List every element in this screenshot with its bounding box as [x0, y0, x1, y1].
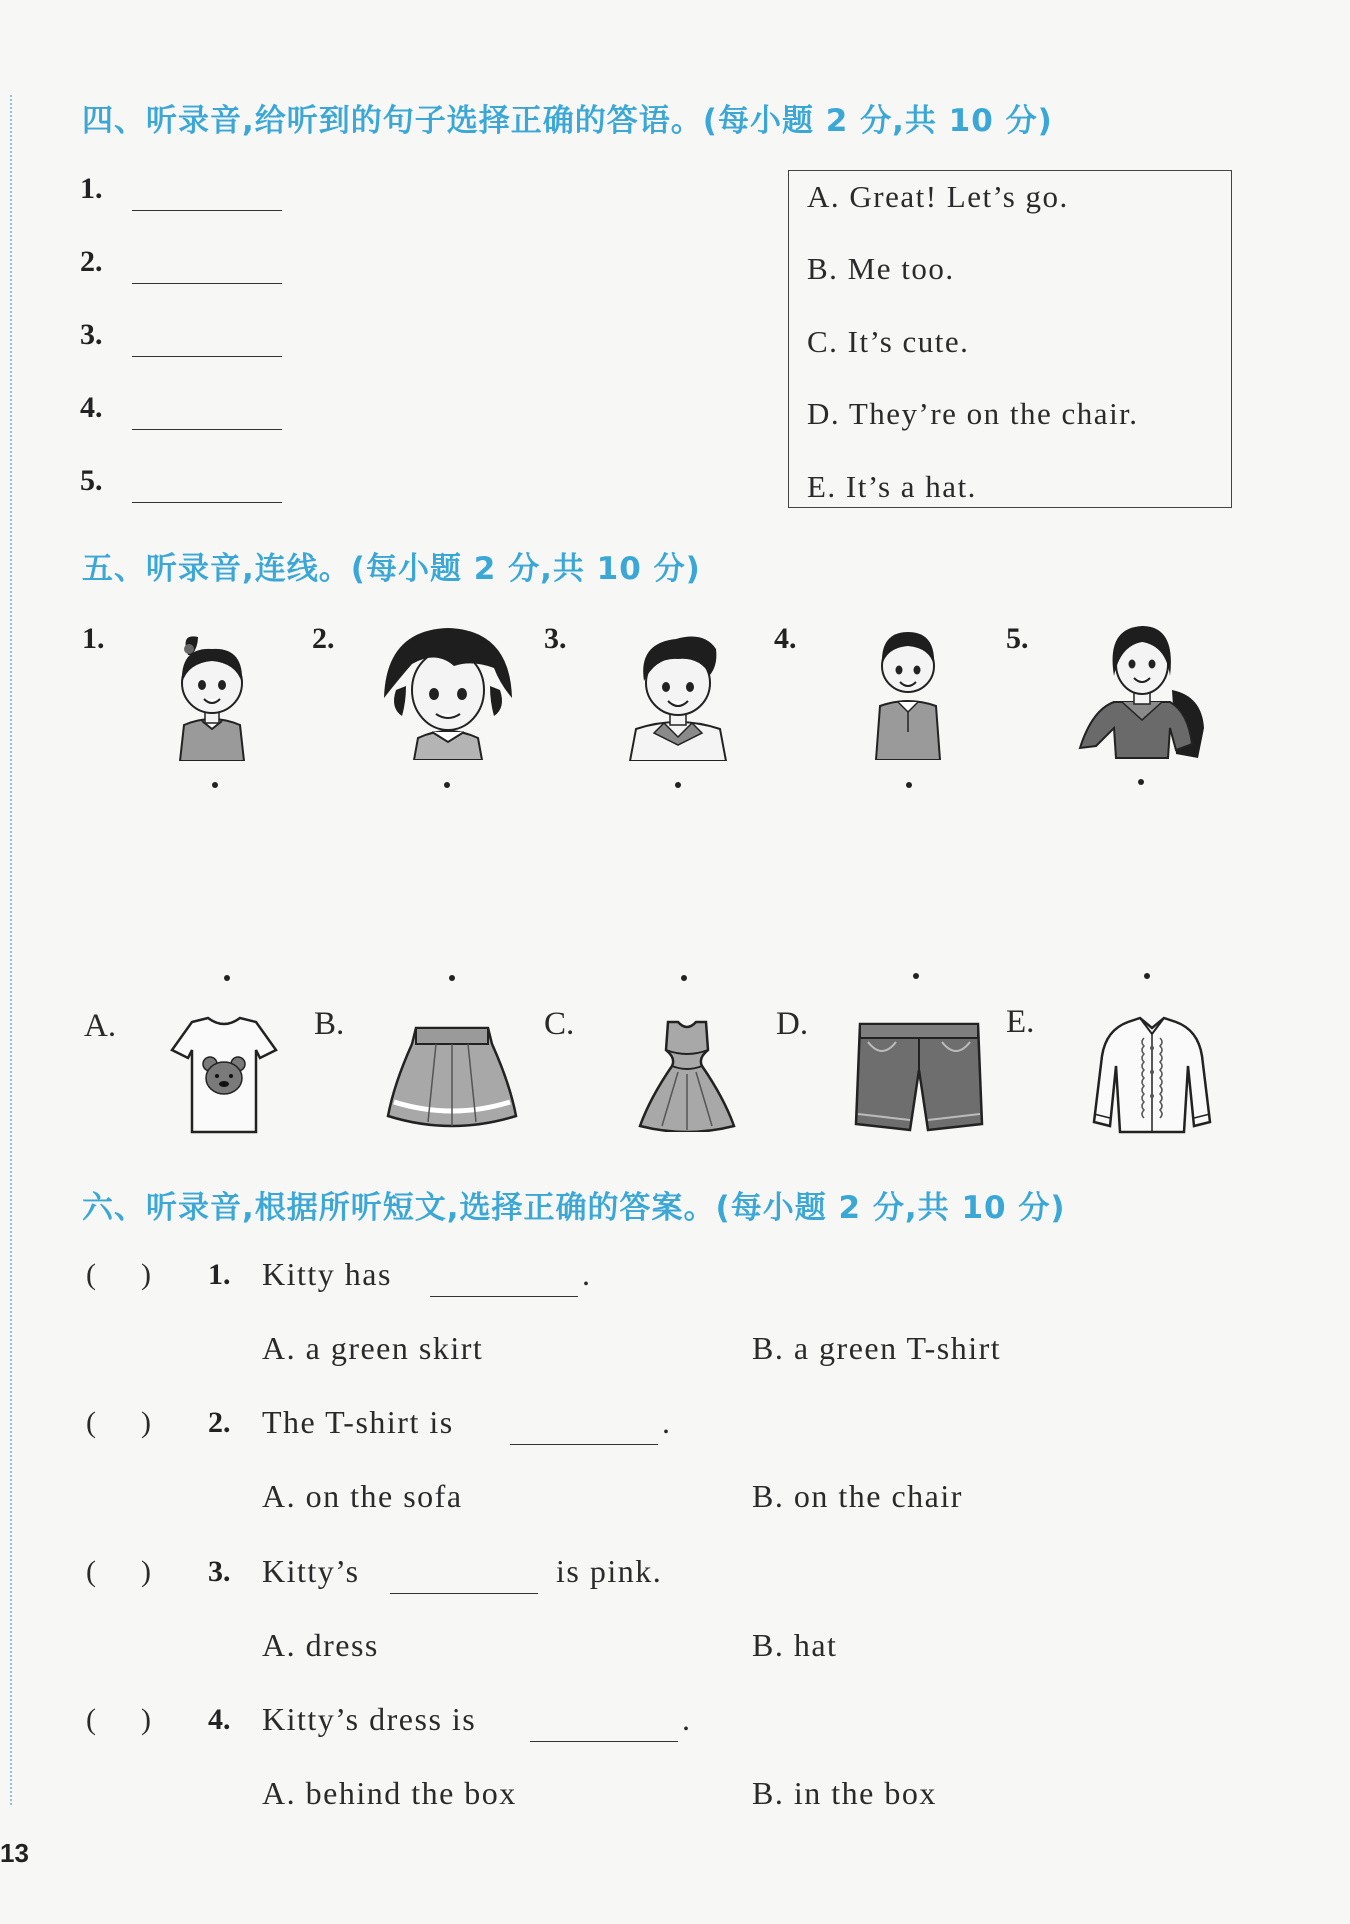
girl-backpack-icon — [1072, 620, 1214, 760]
section4-heading: 四、听录音,给听到的句子选择正确的答语。(每小题 2 分,共 10 分) — [82, 103, 1053, 139]
s5-person-dot-4[interactable] — [906, 782, 912, 788]
s5-person-number-3: 3. — [544, 622, 567, 655]
s5-person-number-2: 2. — [312, 622, 335, 655]
s5-person-dot-5[interactable] — [1138, 779, 1144, 785]
q4-text-after: . — [682, 1701, 692, 1737]
s5-person-dot-1[interactable] — [212, 782, 218, 788]
q2-option-b[interactable]: B. on the chair — [752, 1478, 963, 1514]
s5-clothes-letter-e: E. — [1006, 1004, 1035, 1040]
s5-person-dot-3[interactable] — [675, 782, 681, 788]
margin-dotted-line — [10, 95, 12, 1805]
q3-number: 3. — [208, 1555, 231, 1588]
s4-number-5: 5. — [80, 464, 103, 497]
q2-number: 2. — [208, 1406, 231, 1439]
s5-person-dot-2[interactable] — [444, 782, 450, 788]
skirt-icon — [386, 1024, 518, 1130]
s4-answer-blank-1[interactable] — [132, 210, 282, 211]
shirt-icon — [1090, 1016, 1214, 1134]
s5-clothes-dot-d[interactable] — [913, 973, 919, 979]
s5-clothes-dot-c[interactable] — [681, 975, 687, 981]
s4-answer-blank-4[interactable] — [132, 429, 282, 430]
q3-blank[interactable] — [390, 1593, 538, 1594]
q1-option-a[interactable]: A. a green skirt — [262, 1330, 484, 1366]
q3-answer-paren[interactable]: ( ) — [86, 1555, 151, 1588]
s4-number-2: 2. — [80, 245, 103, 278]
s4-answer-blank-2[interactable] — [132, 283, 282, 284]
s5-person-number-1: 1. — [82, 622, 105, 655]
q4-answer-paren[interactable]: ( ) — [86, 1703, 151, 1736]
q2-option-a[interactable]: A. on the sofa — [262, 1478, 463, 1514]
s5-clothes-letter-a: A. — [84, 1008, 117, 1044]
shorts-icon — [852, 1020, 986, 1132]
s4-number-4: 4. — [80, 391, 103, 424]
s5-clothes-letter-d: D. — [776, 1006, 809, 1042]
q4-option-a[interactable]: A. behind the box — [262, 1775, 517, 1811]
q4-option-b[interactable]: B. in the box — [752, 1775, 937, 1811]
q4-text-before: Kitty’s dress is — [262, 1701, 477, 1737]
s4-number-1: 1. — [80, 172, 103, 205]
boy-small-icon — [866, 622, 950, 760]
q3-text-after: is pink. — [556, 1553, 663, 1589]
s4-option-c: C. It’s cute. — [807, 324, 970, 359]
q1-text-after: . — [582, 1256, 592, 1292]
section6-heading: 六、听录音,根据所听短文,选择正确的答案。(每小题 2 分,共 10 分) — [82, 1190, 1066, 1226]
girl-bob-icon — [376, 620, 520, 760]
s5-clothes-letter-b: B. — [314, 1006, 345, 1042]
q1-blank[interactable] — [430, 1296, 578, 1297]
q3-option-a[interactable]: A. dress — [262, 1627, 379, 1663]
q2-blank[interactable] — [510, 1444, 658, 1445]
s5-clothes-dot-b[interactable] — [449, 975, 455, 981]
q2-answer-paren[interactable]: ( ) — [86, 1406, 151, 1439]
s4-answer-blank-5[interactable] — [132, 502, 282, 503]
s4-answer-blank-3[interactable] — [132, 356, 282, 357]
q4-blank[interactable] — [530, 1741, 678, 1742]
s4-option-a: A. Great! Let’s go. — [807, 179, 1069, 214]
q1-number: 1. — [208, 1258, 231, 1291]
s5-person-number-4: 4. — [774, 622, 797, 655]
bear-tshirt-icon — [168, 1016, 280, 1136]
q1-answer-paren[interactable]: ( ) — [86, 1258, 151, 1291]
q3-option-b[interactable]: B. hat — [752, 1627, 838, 1663]
s4-number-3: 3. — [80, 318, 103, 351]
s5-clothes-letter-c: C. — [544, 1006, 575, 1042]
dress-icon — [638, 1018, 736, 1132]
q2-text-before: The T-shirt is — [262, 1404, 454, 1440]
s4-option-b: B. Me too. — [807, 251, 955, 286]
page-number: 13 — [0, 1838, 29, 1868]
q4-number: 4. — [208, 1703, 231, 1736]
q1-text-before: Kitty has — [262, 1256, 392, 1292]
s4-option-e: E. It’s a hat. — [807, 469, 977, 504]
s4-options-box — [788, 170, 1232, 508]
q1-option-b[interactable]: B. a green T-shirt — [752, 1330, 1002, 1366]
s5-clothes-dot-a[interactable] — [224, 975, 230, 981]
girl-ponytail-icon — [158, 625, 266, 761]
s5-person-number-5: 5. — [1006, 622, 1029, 655]
q3-text-before: Kitty’s — [262, 1553, 360, 1589]
boy-collar-icon — [620, 625, 736, 761]
section5-heading: 五、听录音,连线。(每小题 2 分,共 10 分) — [82, 551, 701, 587]
s5-clothes-dot-e[interactable] — [1144, 973, 1150, 979]
s4-option-d: D. They’re on the chair. — [807, 396, 1139, 431]
q2-text-after: . — [662, 1404, 672, 1440]
